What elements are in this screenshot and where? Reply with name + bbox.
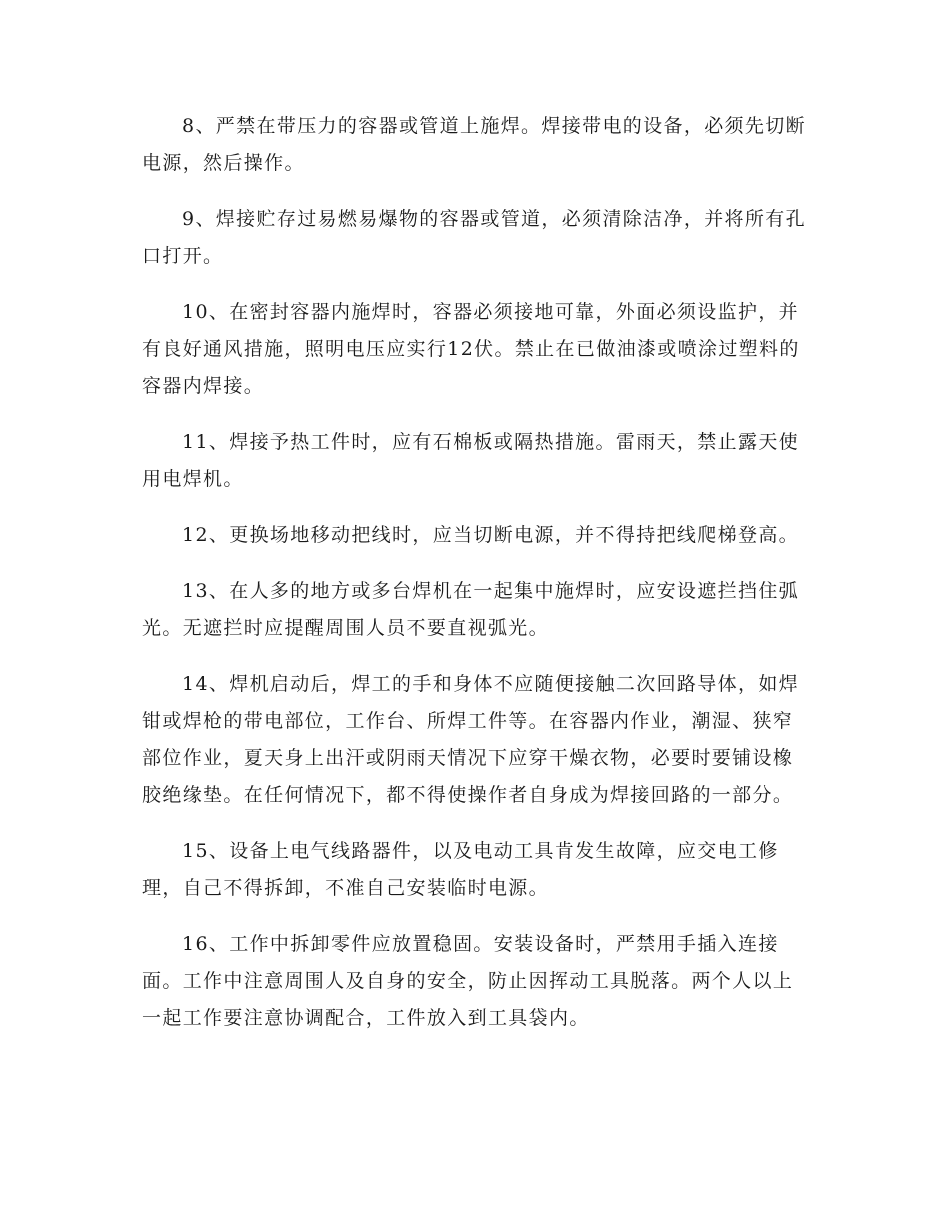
paragraph-item-16: 16、工作中拆卸零件应放置稳固。安装设备时，严禁用手插入连接面。工作中注意周围人及自身的安全，防止因挥动工具脱落。两个人以上一起工作要注意协调配合，工件放入到工具袋内。 — [142, 933, 794, 1029]
document-body — [142, 108, 807, 1056]
paragraph-item-8: 8、严禁在带压力的容器或管道上施焊。焊接带电的设备，必须先切断电源，然后操作。 — [142, 115, 806, 174]
paragraph-item-11: 11、焊接予热工件时，应有石棉板或隔热措施。雷雨天，禁止露天使用电焊机。 — [142, 431, 800, 490]
paragraph-item-15: 15、设备上电气线路器件，以及电动工具肯发生故障，应交电工修理，自己不得拆卸，不准自己安装临时电源。 — [142, 840, 779, 899]
paragraph-item-9: 9、焊接贮存过易燃易爆物的容器或管道，必须清除洁净，并将所有孔口打开。 — [142, 208, 806, 267]
paragraph-item-13: 13、在人多的地方或多台焊机在一起集中施焊时，应安设遮拦挡住弧光。无遮拦时应提醒周围人员不要直视弧光。 — [142, 580, 800, 639]
paragraph-item-14: 14、焊机启动后，焊工的手和身体不应随便接触二次回路导体，如焊钳或焊枪的带电部位，工作台、所焊工件等。在容器内作业，潮湿、狭窄部位作业，夏天身上出汗或阴雨天情况下应穿干燥衣物，必要时要铺设橡胶绝缘垫。在任何情况下，都不得使操作者自身成为焊接回路的一部分。 — [142, 673, 800, 806]
paragraph-item-12: 12、更换场地移动把线时，应当切断电源，并不得持把线爬梯登高。 — [182, 524, 800, 546]
paragraph-item-10: 10、在密封容器内施焊时，容器必须接地可靠，外面必须设监护，并有良好通风措施，照明电压应实行12伏。禁止在已做油漆或喷涂过塑料的容器内焊接。 — [142, 301, 800, 397]
